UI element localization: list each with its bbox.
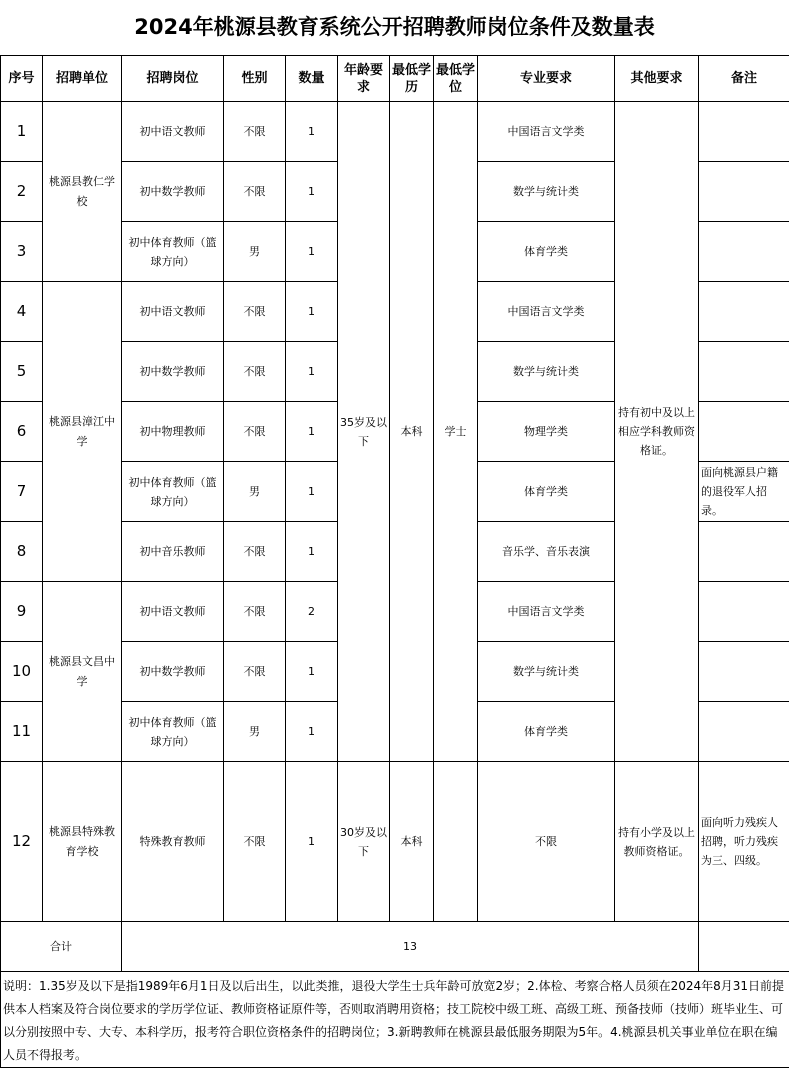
recruitment-table — [0, 55, 789, 1068]
post-cell: 特殊教育教师 — [122, 762, 224, 922]
header-major: 专业要求 — [478, 56, 615, 102]
gender-cell: 不限 — [224, 342, 286, 402]
remark-cell — [699, 642, 789, 702]
major-cell: 音乐学、音乐表演 — [478, 522, 615, 582]
row-index: 2 — [1, 162, 43, 222]
post-cell: 初中体育教师（篮球方向） — [122, 702, 224, 762]
education-cell: 本科 — [390, 762, 434, 922]
count-cell: 1 — [286, 642, 338, 702]
row-index: 5 — [1, 342, 43, 402]
row-index: 4 — [1, 282, 43, 342]
major-cell: 数学与统计类 — [478, 162, 615, 222]
remark-cell — [699, 582, 789, 642]
major-cell: 数学与统计类 — [478, 342, 615, 402]
count-cell: 1 — [286, 762, 338, 922]
remark-cell — [699, 222, 789, 282]
degree-cell: 学士 — [434, 102, 478, 762]
gender-cell: 不限 — [224, 162, 286, 222]
major-cell: 体育学类 — [478, 462, 615, 522]
post-cell: 初中数学教师 — [122, 342, 224, 402]
row-index: 6 — [1, 402, 43, 462]
row-index: 3 — [1, 222, 43, 282]
gender-cell: 不限 — [224, 762, 286, 922]
note-row — [1, 972, 789, 1068]
other-requirement-cell: 持有初中及以上相应学科教师资格证。 — [615, 102, 699, 762]
remark-cell — [699, 102, 789, 162]
remark-cell: 面向听力残疾人招聘，听力残疾为三、四级。 — [699, 762, 789, 922]
header-degree: 最低学位 — [434, 56, 478, 102]
post-cell: 初中音乐教师 — [122, 522, 224, 582]
count-cell: 1 — [286, 102, 338, 162]
total-value: 13 — [122, 922, 699, 972]
gender-cell: 不限 — [224, 642, 286, 702]
gender-cell: 男 — [224, 462, 286, 522]
gender-cell: 不限 — [224, 522, 286, 582]
table-row — [1, 762, 789, 922]
header-unit: 招聘单位 — [43, 56, 122, 102]
major-cell: 不限 — [478, 762, 615, 922]
gender-cell: 不限 — [224, 402, 286, 462]
count-cell: 1 — [286, 702, 338, 762]
table-row — [1, 102, 789, 162]
remark-cell — [699, 342, 789, 402]
header-other: 其他要求 — [615, 56, 699, 102]
row-index: 11 — [1, 702, 43, 762]
unit-cell: 桃源县漳江中学 — [43, 282, 122, 582]
post-cell: 初中数学教师 — [122, 642, 224, 702]
header-index: 序号 — [1, 56, 43, 102]
major-cell: 中国语言文学类 — [478, 102, 615, 162]
remark-cell — [699, 162, 789, 222]
degree-cell — [434, 762, 478, 922]
major-cell: 体育学类 — [478, 702, 615, 762]
gender-cell: 男 — [224, 702, 286, 762]
post-cell: 初中体育教师（篮球方向） — [122, 222, 224, 282]
gender-cell: 不限 — [224, 282, 286, 342]
remark-cell: 面向桃源县户籍的退役军人招录。 — [699, 462, 789, 522]
post-cell: 初中数学教师 — [122, 162, 224, 222]
count-cell: 1 — [286, 282, 338, 342]
count-cell: 2 — [286, 582, 338, 642]
post-cell: 初中语文教师 — [122, 282, 224, 342]
post-cell: 初中物理教师 — [122, 402, 224, 462]
header-age: 年龄要求 — [338, 56, 390, 102]
remark-cell — [699, 522, 789, 582]
count-cell: 1 — [286, 522, 338, 582]
major-cell: 数学与统计类 — [478, 642, 615, 702]
row-index: 12 — [1, 762, 43, 922]
remark-cell — [699, 702, 789, 762]
count-cell: 1 — [286, 222, 338, 282]
row-index: 9 — [1, 582, 43, 642]
remark-cell — [699, 282, 789, 342]
post-cell: 初中语文教师 — [122, 582, 224, 642]
unit-cell: 桃源县教仁学校 — [43, 102, 122, 282]
unit-cell: 桃源县特殊教育学校 — [43, 762, 122, 922]
header-education: 最低学历 — [390, 56, 434, 102]
header-count: 数量 — [286, 56, 338, 102]
page-title: 2024年桃源县教育系统公开招聘教师岗位条件及数量表 — [134, 15, 655, 39]
age-cell: 30岁及以下 — [338, 762, 390, 922]
total-label: 合计 — [1, 922, 122, 972]
total-remark — [699, 922, 789, 972]
remark-cell — [699, 402, 789, 462]
age-cell: 35岁及以下 — [338, 102, 390, 762]
post-cell: 初中语文教师 — [122, 102, 224, 162]
header-gender: 性别 — [224, 56, 286, 102]
gender-cell: 不限 — [224, 582, 286, 642]
row-index: 8 — [1, 522, 43, 582]
major-cell: 物理学类 — [478, 402, 615, 462]
footnote: 说明：1.35岁及以下是指1989年6月1日及以后出生，以此类推，退役大学生士兵年龄可放宽2岁；2.体检、考察合格人员须在2024年8月31日前提供本人档案及符合岗位要求的学历学位证、教师资格证原件等，否则取消聘用资格；技工院校中级工班、高级工班、预备技师（技师）班毕业生、可以分别按照中专、大专、本科学历，报考符合职位资格条件的招聘岗位；3.新聘教师在桃源县最低服务期限为5年。4.桃源县机关事业单位在职在编人员不得报考。 — [1, 972, 789, 1068]
major-cell: 中国语言文学类 — [478, 282, 615, 342]
row-index: 10 — [1, 642, 43, 702]
count-cell: 1 — [286, 402, 338, 462]
education-cell: 本科 — [390, 102, 434, 762]
major-cell: 中国语言文学类 — [478, 582, 615, 642]
count-cell: 1 — [286, 162, 338, 222]
row-index: 1 — [1, 102, 43, 162]
row-index: 7 — [1, 462, 43, 522]
count-cell: 1 — [286, 342, 338, 402]
total-row — [1, 922, 789, 972]
post-cell: 初中体育教师（篮球方向） — [122, 462, 224, 522]
major-cell: 体育学类 — [478, 222, 615, 282]
gender-cell: 男 — [224, 222, 286, 282]
gender-cell: 不限 — [224, 102, 286, 162]
other-requirement-cell: 持有小学及以上教师资格证。 — [615, 762, 699, 922]
header-remark: 备注 — [699, 56, 789, 102]
header-post: 招聘岗位 — [122, 56, 224, 102]
count-cell: 1 — [286, 462, 338, 522]
unit-cell: 桃源县文昌中学 — [43, 582, 122, 762]
